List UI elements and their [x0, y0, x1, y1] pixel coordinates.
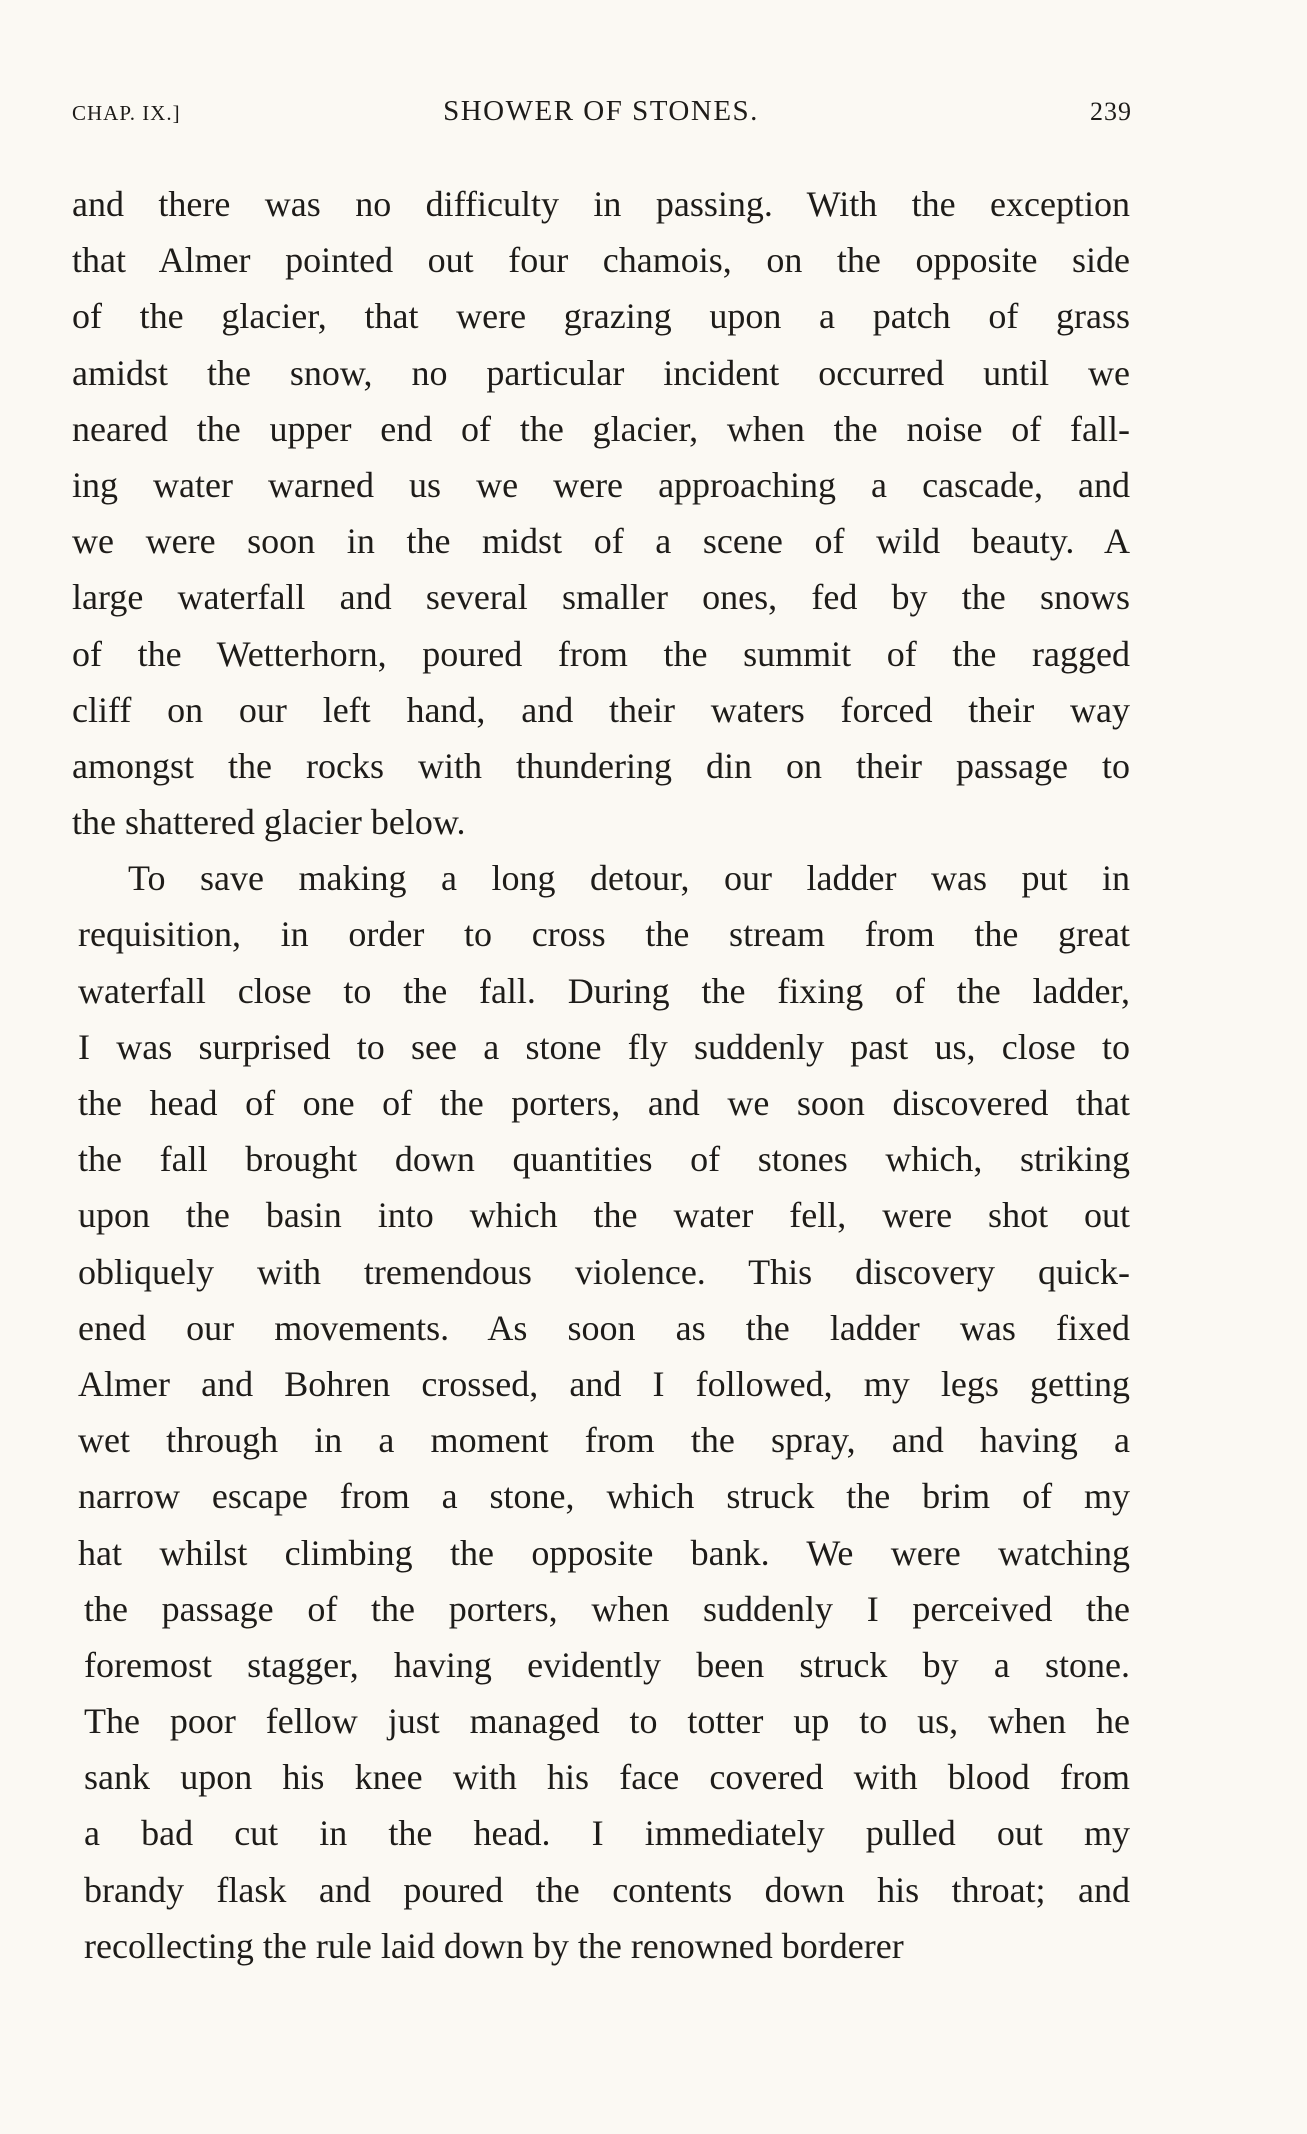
text-line: neared the upper end of the glacier, when the noise of fall- — [72, 408, 1130, 449]
text-line: Almer and Bohren crossed, and I followed, my legs getting — [78, 1363, 1130, 1404]
text-line: narrow escape from a stone, which struck the brim of my — [78, 1476, 1130, 1517]
chapter-label: CHAP. IX.] — [72, 101, 181, 125]
text-line: we were soon in the midst of a scene of wild beauty. A — [72, 521, 1130, 562]
page-number: 239 — [1090, 97, 1132, 126]
page-heading: SHOWER OF STONES. — [443, 95, 759, 127]
text-line: of the Wetterhorn, poured from the summit of the ragged — [72, 633, 1130, 674]
paragraph — [72, 850, 1130, 1974]
text-line: ing water warned us we were approaching a cascade, and — [72, 464, 1130, 505]
text-line: the passage of the porters, when suddenly I perceived the — [84, 1588, 1130, 1629]
text-line: of the glacier, that were grazing upon a patch of grass — [72, 296, 1130, 337]
text-line: waterfall close to the fall. During the fixing of the ladder, — [78, 970, 1130, 1011]
text-line: large waterfall and several smaller ones, fed by the snows — [72, 577, 1130, 618]
text-line: the fall brought down quantities of stones which, striking — [78, 1139, 1130, 1180]
text-line: the shattered glacier below. — [72, 802, 466, 843]
text-line: foremost stagger, having evidently been struck by a stone. — [84, 1644, 1130, 1685]
text-line: requisition, in order to cross the stream from the great — [78, 914, 1130, 955]
body-text — [72, 176, 1130, 1974]
text-line: a bad cut in the head. I immediately pulled out my — [84, 1813, 1130, 1854]
running-head — [72, 95, 1130, 141]
text-line: the head of one of the porters, and we soon discovered that — [78, 1083, 1130, 1123]
text-line: recollecting the rule laid down by the renowned borderer — [84, 1925, 904, 1966]
text-line: hat whilst climbing the opposite bank. We were watching — [78, 1532, 1130, 1573]
book-page — [72, 95, 1130, 1974]
text-line: upon the basin into which the water fell, were shot out — [78, 1195, 1130, 1236]
text-line: ened our movements. As soon as the ladder was fixed — [78, 1307, 1130, 1348]
text-line: that Almer pointed out four chamois, on the opposite side — [72, 240, 1130, 281]
text-line: brandy flask and poured the contents down his throat; and — [84, 1869, 1130, 1910]
paragraph — [72, 176, 1130, 850]
text-line: amongst the rocks with thundering din on their passage to — [72, 745, 1130, 786]
text-line: and there was no difficulty in passing. With the exception — [72, 184, 1130, 224]
text-line: obliquely with tremendous violence. This discovery quick- — [78, 1251, 1130, 1292]
text-line: The poor fellow just managed to totter up to us, when he — [84, 1701, 1130, 1742]
text-line: wet through in a moment from the spray, and having a — [78, 1420, 1130, 1461]
text-line: sank upon his knee with his face covered with blood from — [84, 1757, 1130, 1798]
text-line: To save making a long detour, our ladder was put in — [128, 858, 1130, 899]
text-line: I was surprised to see a stone fly suddenly past us, close to — [78, 1026, 1130, 1067]
text-line: cliff on our left hand, and their waters forced their way — [72, 689, 1130, 730]
text-line: amidst the snow, no particular incident occurred until we — [72, 352, 1130, 393]
